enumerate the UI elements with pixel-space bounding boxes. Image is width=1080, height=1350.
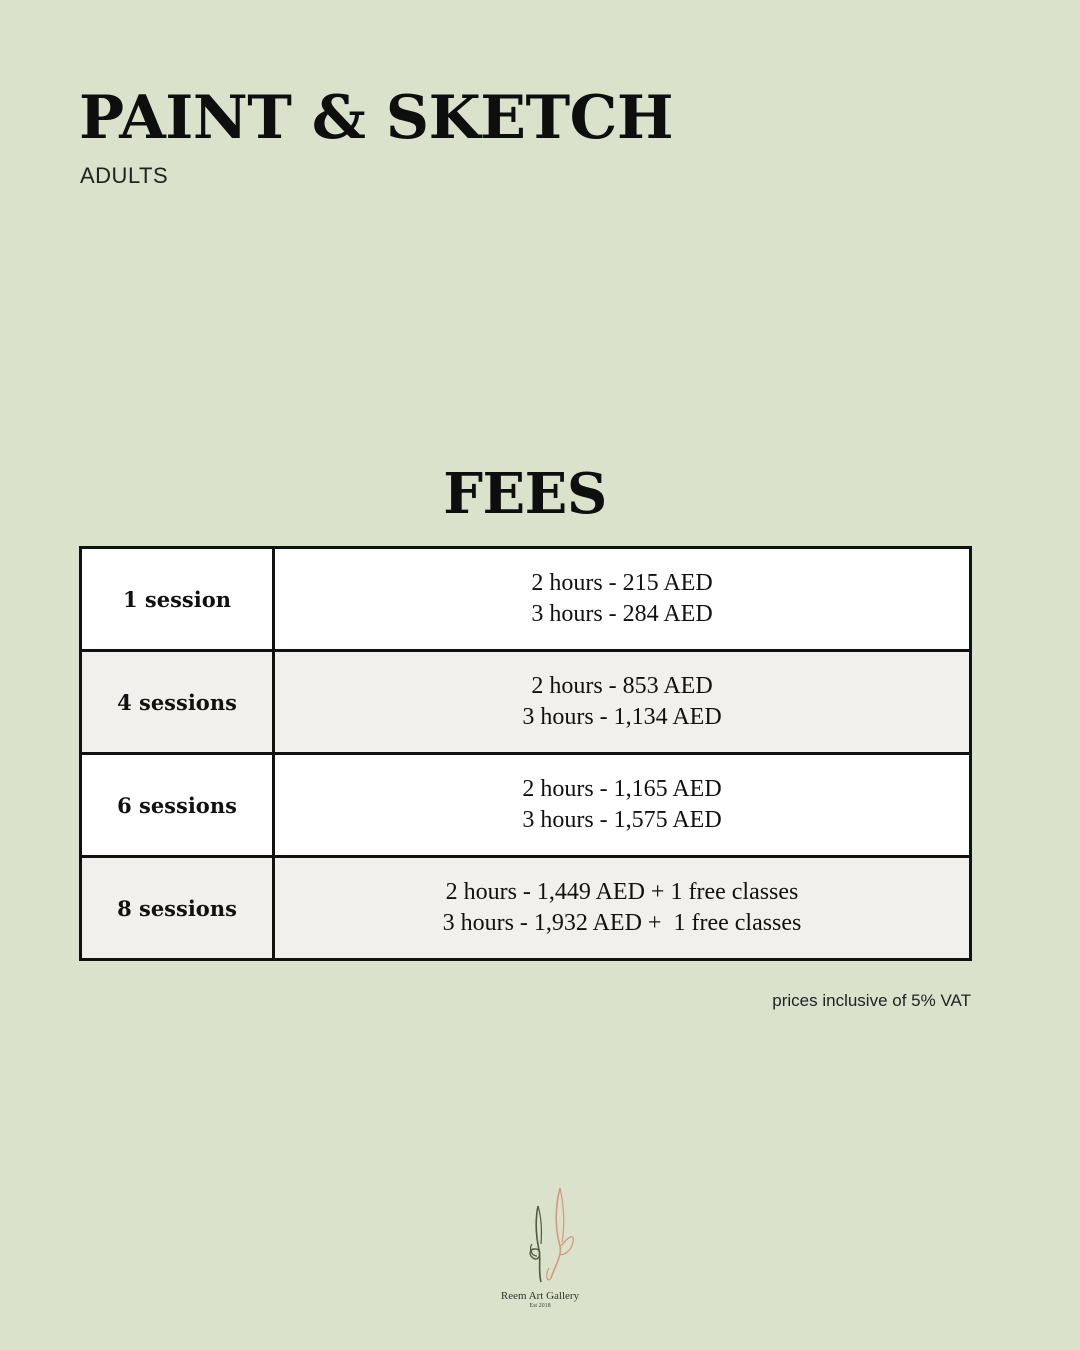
fee-row-6-sessions xyxy=(81,754,971,857)
audience-label: ADULTS xyxy=(80,163,169,188)
vat-note: prices inclusive of 5% VAT xyxy=(772,991,971,1010)
price-3-hours: 3 hours - 1,932 AED + 1 free classes xyxy=(442,910,802,936)
price-2-hours: 2 hours - 1,449 AED + 1 free classes xyxy=(445,879,799,905)
price-3-hours: 3 hours - 1,134 AED xyxy=(522,704,722,730)
price-cell xyxy=(274,857,971,960)
fees-table xyxy=(79,546,972,961)
brush-figure-logo-icon xyxy=(505,1186,575,1288)
price-cell xyxy=(274,754,971,857)
price-3-hours: 3 hours - 284 AED xyxy=(531,601,713,627)
session-count: 6 sessions xyxy=(81,754,274,857)
fee-row-8-sessions xyxy=(81,857,971,960)
gallery-logo xyxy=(490,1186,590,1309)
logo-established: Est 2018 xyxy=(529,1303,551,1309)
fees-heading: FEES xyxy=(443,461,607,527)
session-count: 4 sessions xyxy=(81,651,274,754)
price-cell xyxy=(274,548,971,651)
fee-row-1-session xyxy=(81,548,971,651)
price-2-hours: 2 hours - 1,165 AED xyxy=(522,776,722,802)
session-count: 1 session xyxy=(81,548,274,651)
fee-row-4-sessions xyxy=(81,651,971,754)
price-3-hours: 3 hours - 1,575 AED xyxy=(522,807,722,833)
page-title: PAINT & SKETCH xyxy=(79,83,674,153)
price-cell xyxy=(274,651,971,754)
session-count: 8 sessions xyxy=(81,857,274,960)
price-2-hours: 2 hours - 215 AED xyxy=(531,570,713,596)
logo-name: Reem Art Gallery xyxy=(500,1290,580,1302)
price-2-hours: 2 hours - 853 AED xyxy=(531,673,713,699)
